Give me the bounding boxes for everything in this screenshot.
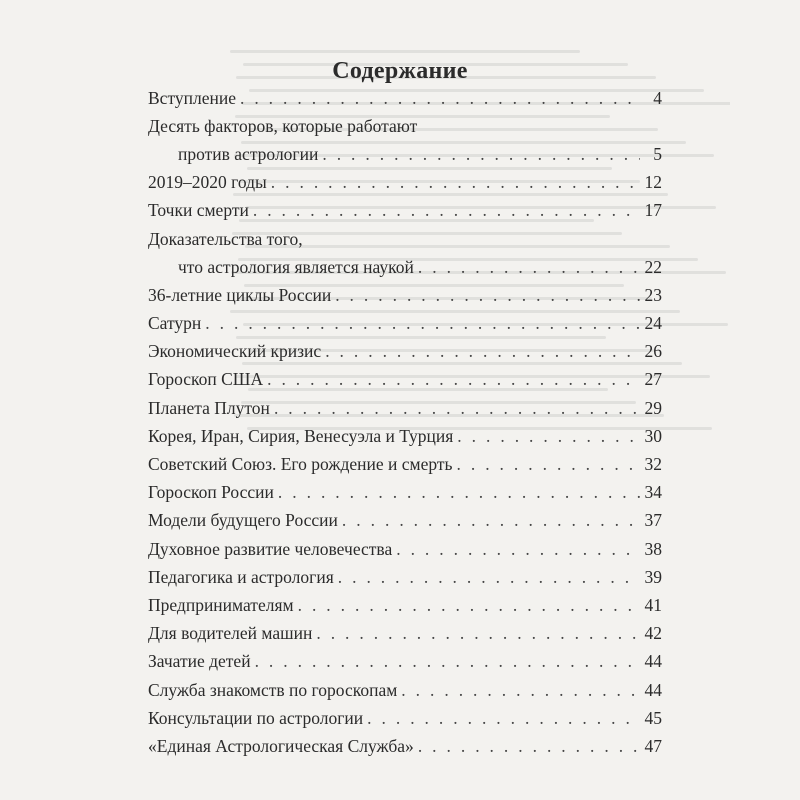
toc-entry-page: 23 (644, 284, 662, 305)
toc-entry-title: Модели будущего России (148, 510, 338, 531)
toc-entry-title: Предпринимателям (148, 594, 294, 615)
toc-entry-page: 42 (644, 623, 662, 644)
toc-entry (148, 704, 662, 732)
toc-entry-page: 32 (644, 454, 662, 475)
toc-entry-title: 36-летние циклы России (148, 284, 332, 305)
toc-entry-page: 17 (644, 200, 662, 221)
toc-entry (148, 648, 662, 676)
toc-entry-page: 39 (644, 566, 662, 587)
toc-entry-title: Корея, Иран, Сирия, Венесуэла и Турция (148, 425, 454, 446)
dot-leader (278, 482, 640, 503)
dot-leader (274, 398, 640, 419)
dot-leader (205, 313, 640, 334)
toc-entry-title: Духовное развитие человечества (148, 538, 393, 559)
toc-entry-page: 30 (644, 425, 662, 446)
toc-entry (148, 422, 662, 450)
toc-entry-page: 47 (644, 735, 662, 756)
toc-entry-title: Вступление (148, 87, 236, 108)
toc-entry-title: Служба знакомств по гороскопам (148, 679, 398, 700)
toc-entry-page: 41 (644, 594, 662, 615)
toc-entry-page: 26 (644, 341, 662, 362)
toc-entry-page: 45 (644, 707, 662, 728)
dot-leader (255, 651, 640, 672)
dot-leader (316, 623, 640, 644)
toc-entry (148, 281, 662, 309)
toc-entry-title: Сатурн (148, 313, 202, 334)
toc-entry-title: 2019–2020 годы (148, 172, 267, 193)
dot-leader (401, 680, 640, 701)
toc-entry-title: Зачатие детей (148, 651, 251, 672)
toc-entry-page: 29 (644, 397, 662, 418)
dot-leader (325, 341, 640, 362)
toc-entry-page: 27 (644, 369, 662, 390)
toc-entry-page: 34 (644, 482, 662, 503)
dot-leader (457, 454, 641, 475)
toc-entry (148, 620, 662, 648)
dot-leader (367, 708, 640, 729)
toc-entry (148, 253, 662, 281)
toc-entry-page: 24 (644, 313, 662, 334)
dot-leader (267, 369, 640, 390)
dot-leader (335, 285, 640, 306)
toc-entry-title: против астрологии (178, 143, 319, 164)
dot-leader (240, 88, 640, 109)
toc-entry-title: Точки смерти (148, 200, 249, 221)
toc-entry (148, 112, 662, 140)
toc-entry-page: 37 (644, 510, 662, 531)
dot-leader (322, 144, 640, 165)
toc-entry-page: 44 (644, 651, 662, 672)
dot-leader (298, 595, 640, 616)
dot-leader (271, 172, 640, 193)
toc-entry (148, 394, 662, 422)
table-of-contents (148, 84, 662, 761)
toc-entry-page: 38 (644, 538, 662, 559)
page-title: Содержание (332, 58, 468, 84)
dot-leader (418, 736, 640, 757)
dot-leader (253, 200, 640, 221)
toc-entry (148, 591, 662, 619)
toc-entry-title: Гороскоп России (148, 482, 274, 503)
toc-entry-title: Доказательства того, (148, 228, 303, 249)
toc-entry (148, 140, 662, 168)
toc-entry (148, 197, 662, 225)
toc-entry-page: 44 (644, 679, 662, 700)
toc-entry (148, 84, 662, 112)
toc-entry (148, 563, 662, 591)
toc-entry-title: Гороскоп США (148, 369, 264, 390)
toc-entry (148, 676, 662, 704)
dot-leader (457, 426, 640, 447)
toc-entry-title: Консультации по астрологии (148, 707, 364, 728)
toc-entry-title: что астрология является наукой (178, 256, 414, 277)
toc-entry (148, 450, 662, 478)
toc-entry (148, 225, 662, 253)
toc-entry-title: Планета Плутон (148, 397, 270, 418)
toc-entry-title: Для водителей машин (148, 623, 313, 644)
dot-leader (396, 539, 640, 560)
toc-entry (148, 507, 662, 535)
toc-entry-page: 22 (644, 256, 662, 277)
toc-entry-page: 12 (644, 172, 662, 193)
toc-entry-title: Педагогика и астрология (148, 566, 334, 587)
dot-leader (338, 567, 640, 588)
toc-entry-title: Экономический кризис (148, 341, 322, 362)
toc-entry (148, 338, 662, 366)
dot-leader (418, 257, 640, 278)
toc-entry-page: 5 (653, 143, 662, 164)
toc-entry-page: 4 (653, 87, 662, 108)
toc-entry-title: Десять факторов, которые работают (148, 115, 418, 136)
toc-entry-title: «Единая Астрологическая Служба» (148, 735, 414, 756)
toc-entry (148, 732, 662, 760)
toc-entry (148, 310, 662, 338)
toc-entry (148, 169, 662, 197)
toc-entry (148, 535, 662, 563)
toc-entry-title: Советский Союз. Его рождение и смерть (148, 454, 453, 475)
dot-leader (342, 510, 640, 531)
toc-entry (148, 366, 662, 394)
toc-entry (148, 479, 662, 507)
